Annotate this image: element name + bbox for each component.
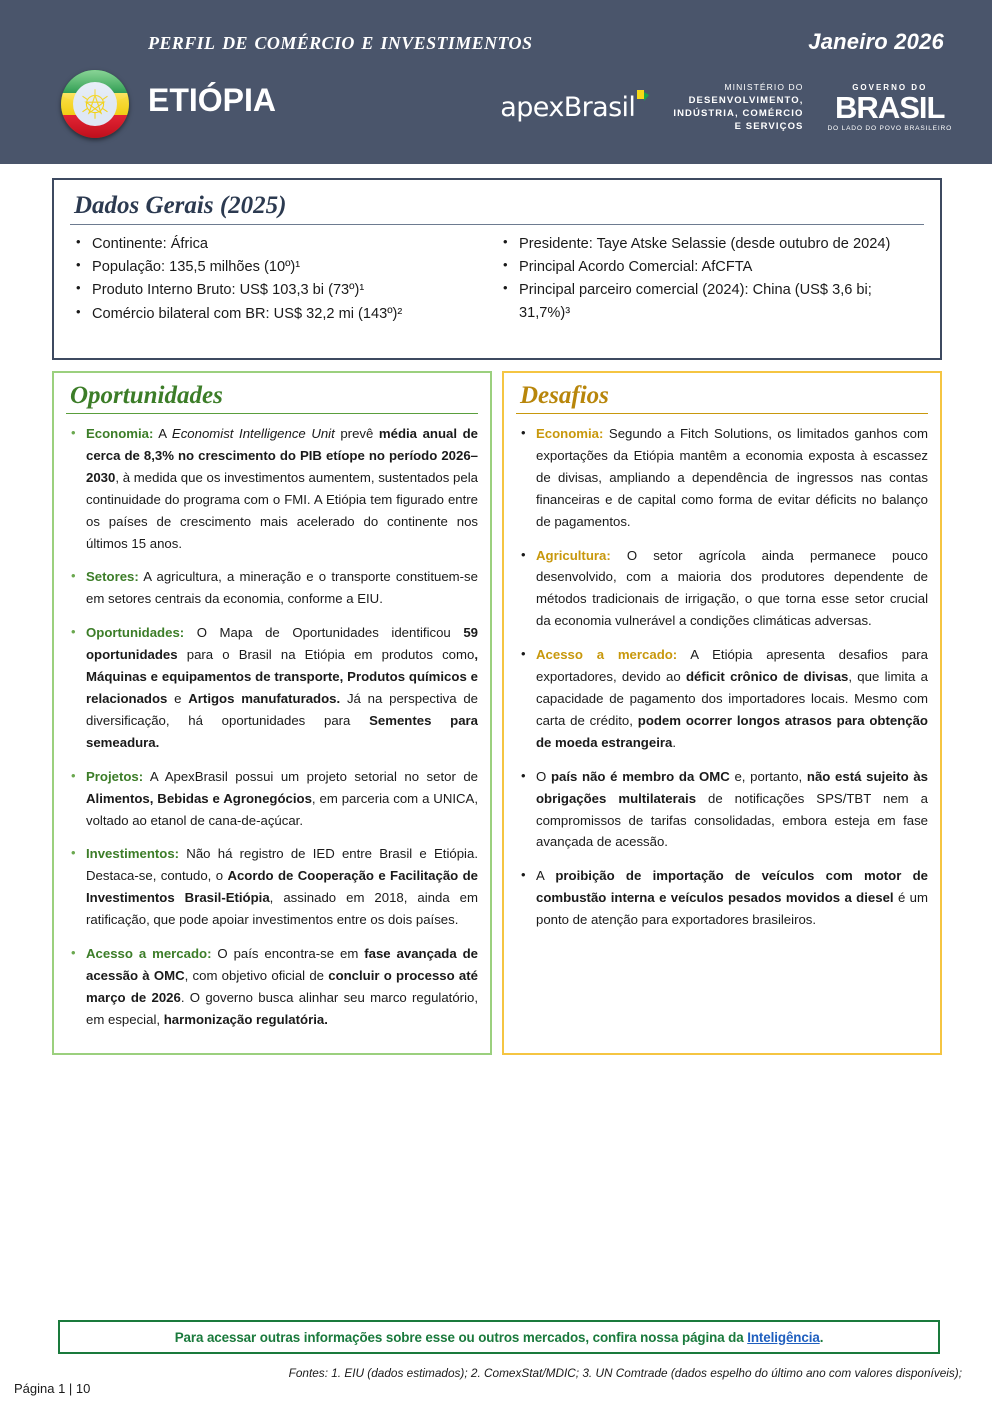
intelligence-cta-box[interactable] <box>58 1320 940 1354</box>
dados-gerais-box <box>52 178 942 360</box>
list-item: • Projetos: A ApexBrasil possui um projeto setorial no setor de Alimentos, Bebidas e Agronegócios, em parceria com a UNICA, voltado ao etanol de cana-de-açúcar. <box>66 766 478 832</box>
dados-gerais-left-column <box>70 233 497 326</box>
item-lead: Economia: <box>536 426 604 441</box>
page-number: Página 1 | 10 <box>14 1381 91 1396</box>
flag-star-icon <box>75 84 115 124</box>
ethiopia-flag-icon <box>61 70 129 138</box>
item-lead: Acesso a mercado: <box>536 647 678 663</box>
page-header <box>0 0 992 164</box>
dados-left-list <box>70 233 483 325</box>
apexbrasil-wordmark: apexBrasil <box>500 92 636 124</box>
list-item: • Comércio bilateral com BR: US$ 32,2 mi (143º)² <box>70 303 483 325</box>
document-kind-title: perfil de comércio e investimentos <box>148 28 533 55</box>
oportunidades-panel <box>52 371 492 1055</box>
intelligence-link[interactable]: Inteligência <box>747 1329 820 1345</box>
item-lead: Agricultura: <box>536 547 611 563</box>
item-lead: Setores: <box>86 569 139 585</box>
country-title: etiópia <box>148 69 277 121</box>
list-item: • Agricultura: O setor agrícola ainda permanece pouco desenvolvido, com a maioria dos produtores dependente de métodos tradicionais de irrigação, o que torna esse setor crucial da economia vulnerável a condições climáticas adversas. <box>516 545 928 633</box>
list-item: • Setores: A agricultura, a mineração e o transporte constituem-se em setores centrais da economia, conforme a EIU. <box>66 566 478 610</box>
content-panels <box>52 371 942 1055</box>
list-item: • Principal Acordo Comercial: AfCFTA <box>497 256 910 278</box>
apexbrasil-logo <box>500 92 649 123</box>
oportunidades-list <box>66 423 478 1031</box>
document-date: Janeiro 2026 <box>808 29 944 54</box>
intelligence-cta-text <box>175 1330 824 1345</box>
desafios-panel <box>502 371 942 1055</box>
desafios-list <box>516 423 928 931</box>
desafios-title: Desafios <box>516 381 928 414</box>
item-lead: Investimentos: <box>86 846 180 862</box>
oportunidades-title: Oportunidades <box>66 381 478 414</box>
list-item: • Produto Interno Bruto: US$ 103,3 bi (73º)¹ <box>70 279 483 301</box>
logo-group <box>500 82 952 133</box>
list-item: • Presidente: Taye Atske Selassie (desde outubro de 2024) <box>497 233 910 255</box>
list-item: • Economia: Segundo a Fitch Solutions, os limitados ganhos com exportações da Etiópia mantêm a economia exposta à escassez de divisas, ampliando a dependência de ingressos nas contas financeiras e de capital como forma de evitar déficits no balanço de pagamentos. <box>516 423 928 533</box>
item-lead: Acesso a mercado: <box>86 946 212 962</box>
dados-gerais-right-column <box>497 233 924 326</box>
list-item: • O país não é membro da OMC e, portanto, não está sujeito às obrigações multilaterais de notificações SPS/TBT nem a compromissos de tarifas consolidadas, embora esteja em fase avançada de acessão. <box>516 766 928 854</box>
dados-gerais-columns <box>70 233 924 326</box>
list-item: • Investimentos: Não há registro de IED entre Brasil e Etiópia. Destaca-se, contudo, o Acordo de Cooperação e Facilitação de Investimentos Brasil-Etiópia, assinado em 2018, ainda em ratificação, que pode apoiar investimentos entre os dois países. <box>66 843 478 931</box>
list-item: • A proibição de importação de veículos com motor de combustão interna e veículos pesados movidos a diesel é um ponto de atenção para exportadores brasileiros. <box>516 865 928 931</box>
list-item: • Economia: A Economist Intelligence Unit prevê média anual de cerca de 8,3% no crescimento do PIB etíope no período 2026–2030, à medida que os investimentos aumentem, sustentados pela continuidade do programa com o FMI. A Etiópia tem figurado entre os países de crescimento mais acelerado do continente nos últimos 15 anos. <box>66 423 478 554</box>
cta-prefix: Para acessar outras informações sobre esse ou outros mercados, confira nossa página da <box>174 1329 748 1345</box>
list-item: • Acesso a mercado: O país encontra-se em fase avançada de acessão à OMC, com objetivo oficial de concluir o processo até março de 2026. O governo busca alinhar seu marco regulatório, em especial, harmonização regulatória. <box>66 943 478 1031</box>
gov-logo-bottom: DO LADO DO POVO BRASILEIRO <box>827 124 952 132</box>
dados-gerais-title: Dados Gerais (2025) <box>70 190 924 225</box>
item-lead: Oportunidades: <box>86 625 185 641</box>
list-item: • Continente: África <box>70 233 483 255</box>
governo-brasil-logo <box>828 83 953 131</box>
list-item: • Principal parceiro comercial (2024): China (US$ 3,6 bi; 31,7%)³ <box>497 279 910 323</box>
ministry-line-2: DESENVOLVIMENTO, <box>688 94 804 106</box>
sources-note: Fontes: 1. EIU (dados estimados); 2. ComexStat/MDIC; 3. UN Comtrade (dados espelho do último ano com valores disponíveis); <box>288 1366 962 1380</box>
ministry-line-3: INDÚSTRIA, COMÉRCIO <box>673 107 804 119</box>
cta-suffix: . <box>819 1329 824 1345</box>
list-item: • Acesso a mercado: A Etiópia apresenta desafios para exportadores, devido ao déficit crônico de divisas, que limita a capacidade de pagamento dos importadores locais. Mesmo com carta de crédito, podem ocorrer longos atrasos para obtenção de moeda estrangeira. <box>516 644 928 754</box>
item-lead: Projetos: <box>86 768 144 784</box>
item-lead: Economia: <box>86 426 154 441</box>
ministry-logo <box>673 82 803 133</box>
list-item: • População: 135,5 milhões (10º)¹ <box>70 256 483 278</box>
ministry-line-4: E SERVIÇOS <box>734 120 804 132</box>
ministry-line-1: MINISTÉRIO DO <box>724 82 804 92</box>
apexbrasil-mark-icon <box>636 83 649 100</box>
header-top-row <box>0 28 992 62</box>
dados-right-list <box>497 233 910 324</box>
gov-logo-top: GOVERNO DO <box>852 83 928 93</box>
list-item: • Oportunidades: O Mapa de Oportunidades identificou 59 oportunidades para o Brasil na Etiópia em produtos como, Máquinas e equipamentos de transporte, Produtos químicos e relacionados e Artigos manufaturados. Já na perspectiva de diversificação, há oportunidades para Sementes para semeadura. <box>66 622 478 753</box>
gov-logo-main: BRASIL <box>835 90 945 126</box>
